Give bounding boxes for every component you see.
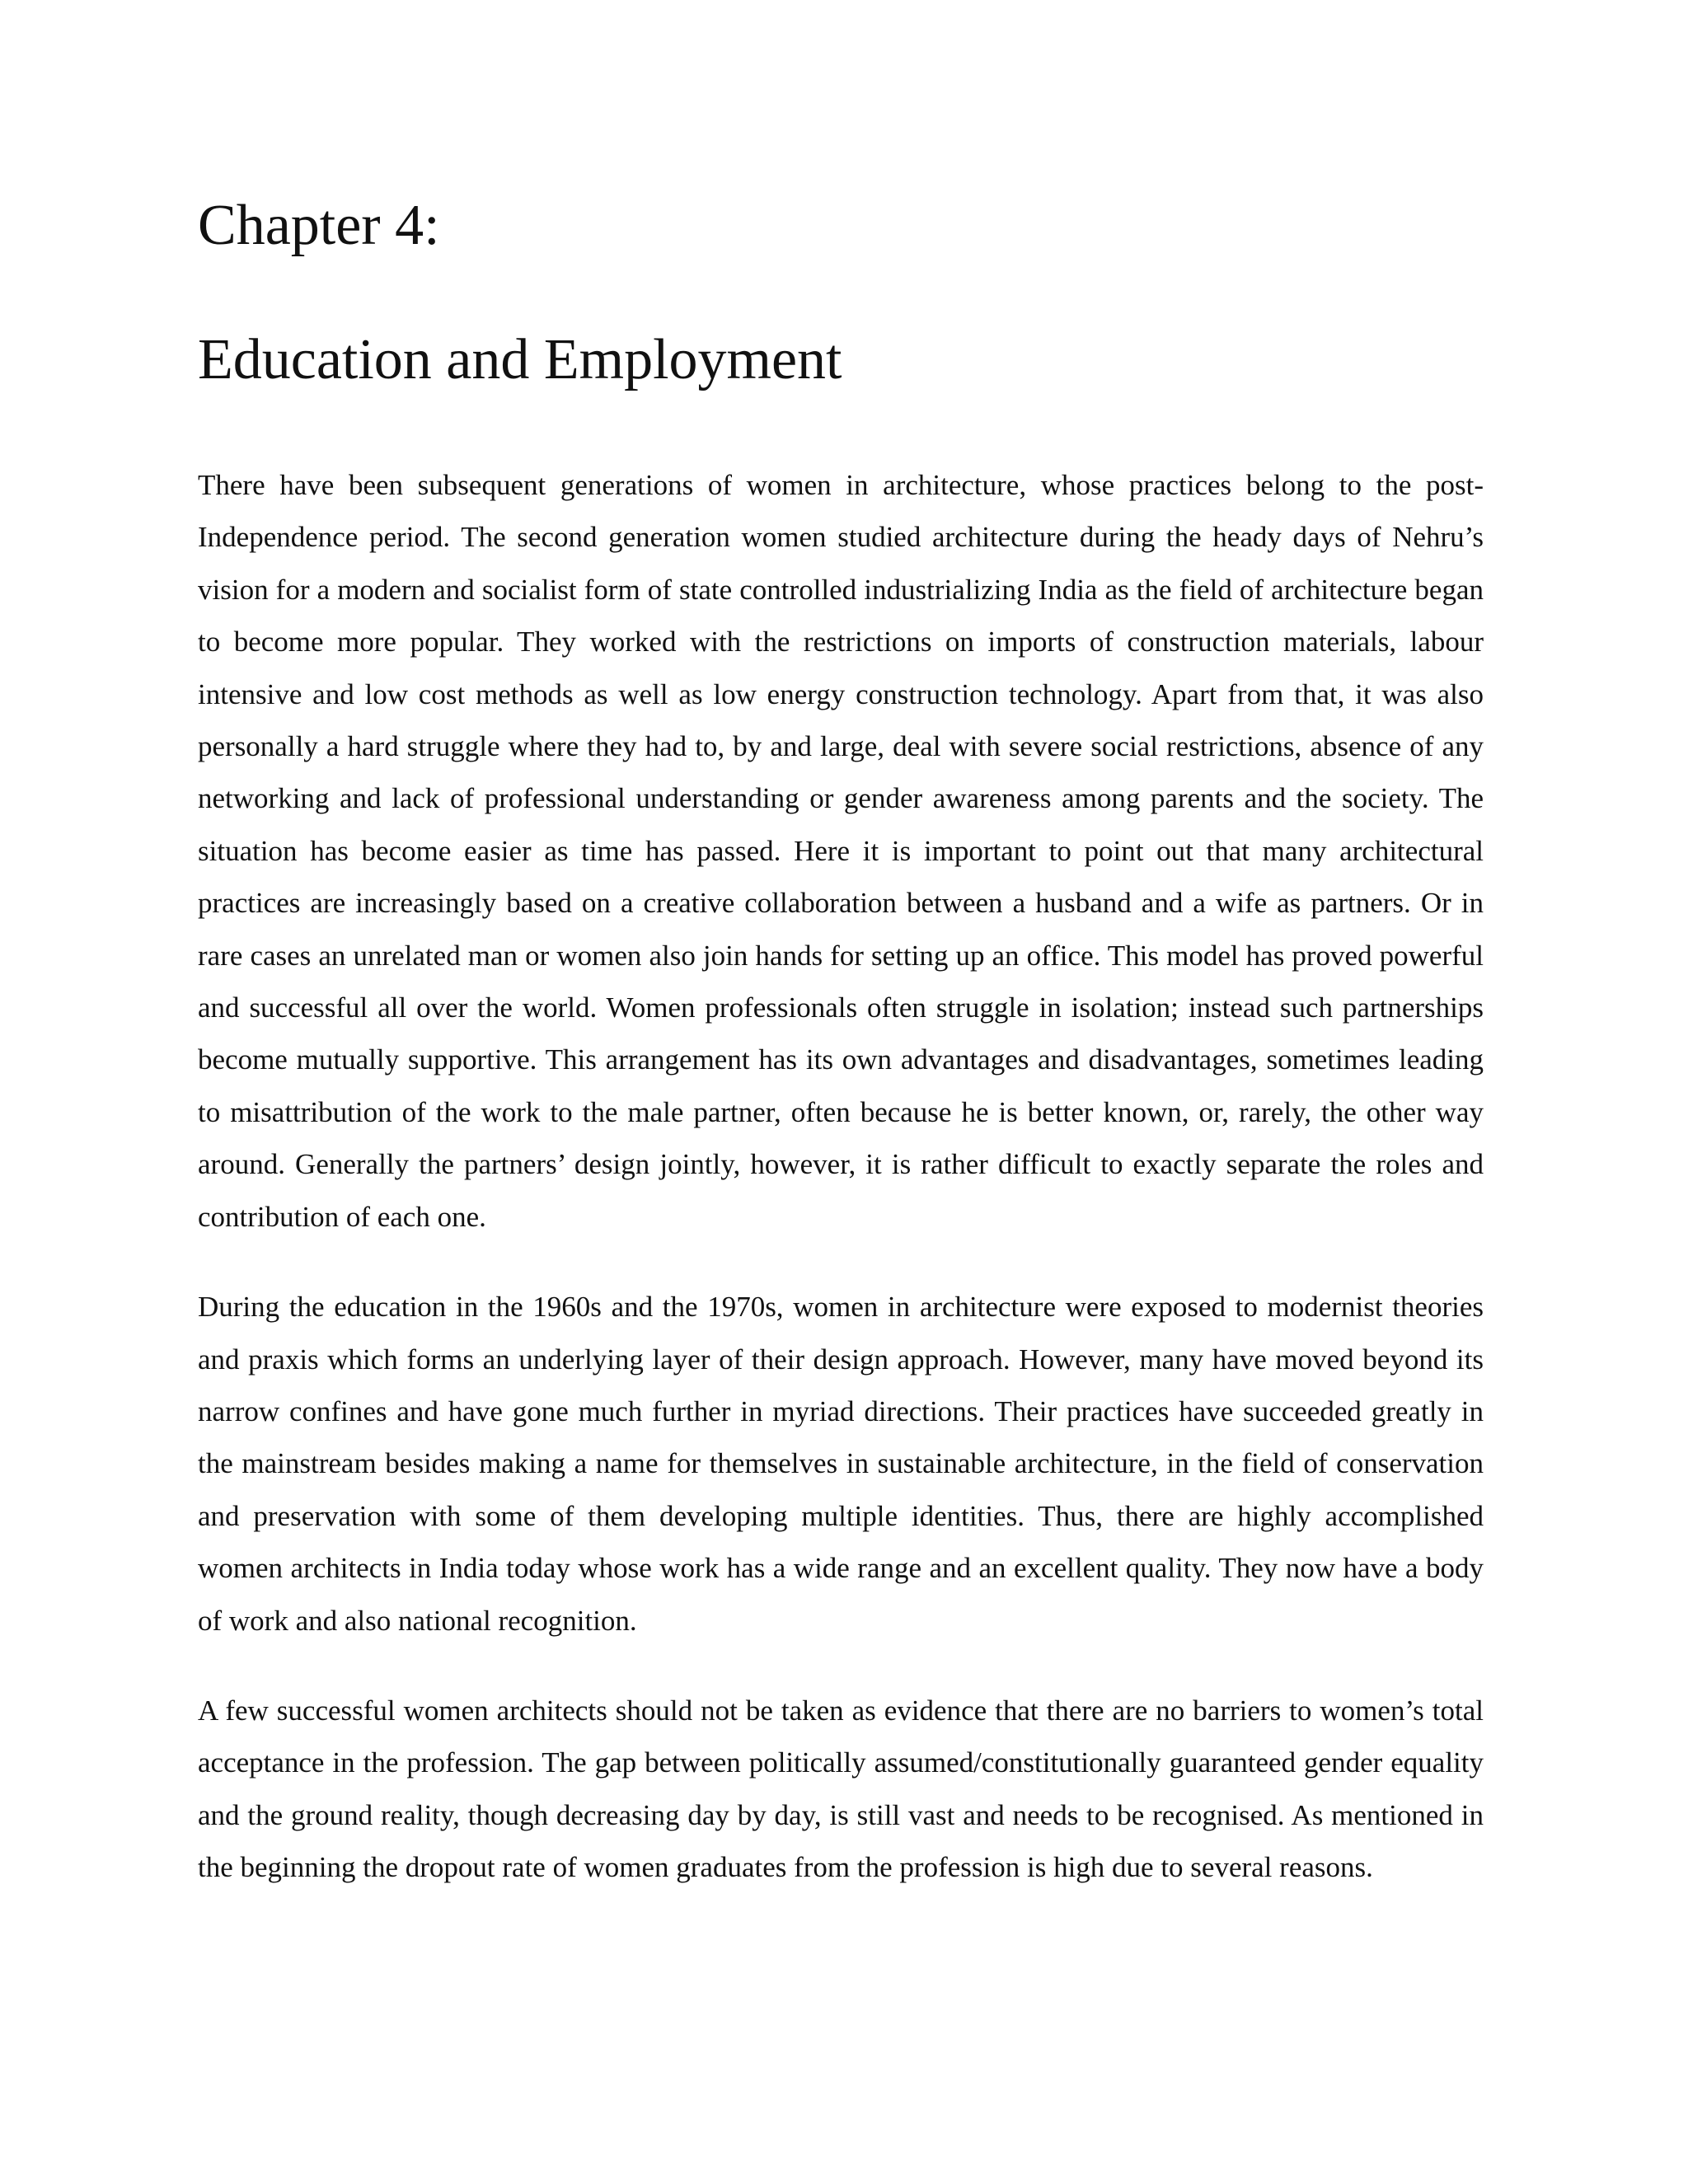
paragraph-3: A few successful women architects should not be taken as evidence that there are no barriers to women’s total acceptance in the profession. The gap between politically assumed/constitutionally guaranteed gender equality and the ground reality, though decreasing day by day, is still vast and needs to be recognised. As mentioned in the beginning the dropout rate of women graduates from the profession is high due to several reasons. bbox=[198, 1694, 1484, 1884]
paragraph-2: During the education in the 1960s and the 1970s, women in architecture were exposed to modernist theories and praxis which forms an underlying layer of their design approach. However, many have moved beyond its narrow confines and have gone much further in myriad directions. Their practices have succeeded greatly in the mainstream besides making a name for themselves in sustainable architecture, in the field of conservation and preservation with some of them developing multiple identities. Thus, there are highly accomplished women architects in India today whose work has a wide range and an excellent quality. They now have a body of work and also national recognition. bbox=[198, 1291, 1484, 1637]
chapter-number: Chapter 4: bbox=[198, 194, 440, 257]
chapter-title: Education and Employment bbox=[198, 328, 842, 391]
chapter-body bbox=[198, 459, 1484, 1932]
paragraph-1: There have been subsequent generations of women in architecture, whose practices belong to the post-Independence period. The second generation women studied architecture during the heady days of Nehru’s vision for a modern and socialist form of state controlled industrializing India as the field of architecture began to become more popular. They worked with the restrictions on imports of construction materials, labour intensive and low cost methods as well as low energy construction technology. Apart from that, it was also personally a hard struggle where they had to, by and large, deal with severe social restrictions, absence of any networking and lack of professional understanding or gender awareness among parents and the society. The situation has become easier as time has passed. Here it is important to point out that many architectural practices are increasingly based on a creative collaboration between a husband and a wife as partners. Or in rare cases an unrelated man or women also join hands for setting up an office. This model has proved powerful and successful all over the world. Women professionals often struggle in isolation; instead such partnerships become mutually supportive. This arrangement has its own advantages and disadvantages, sometimes leading to misattribution of the work to the male partner, often because he is better known, or, rarely, the other way around. Generally the partners’ design jointly, however, it is rather difficult to exactly separate the roles and contribution of each one. bbox=[198, 469, 1484, 1233]
